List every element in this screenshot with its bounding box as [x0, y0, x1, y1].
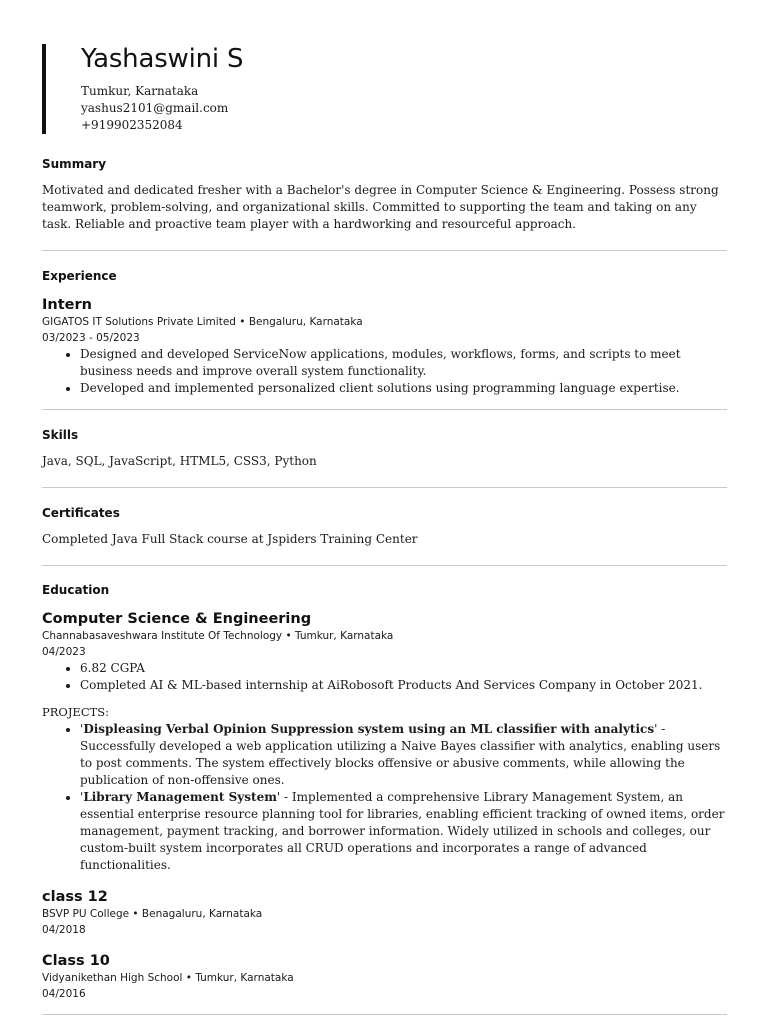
- experience-bullets: [42, 346, 727, 397]
- class10-org: Vidyanikethan High School • Tumkur, Karnataka: [42, 972, 294, 984]
- list-item: • Completed AI & ML-based internship at AiRobosoft Products And Services Company in October 2021.: [80, 677, 727, 694]
- contact-phone: +919902352084: [81, 118, 183, 132]
- experience-title: Experience: [42, 269, 117, 283]
- project-description: ' - Successfully developed a web application utilizing a Naive Bayes classifier with analytics, enabling users to post comments. The system effectively blocks offensive or abusive comments, while allowing the publication of non-offensive ones.: [80, 722, 721, 787]
- skills-title: Skills: [42, 428, 79, 442]
- degree-org: Channabasaveshwara Institute Of Technology • Tumkur, Karnataka: [42, 630, 394, 642]
- section-divider: [42, 250, 727, 251]
- class10-date: 04/2016: [42, 988, 86, 1000]
- list-item: • Designed and developed ServiceNow applications, modules, workflows, forms, and scripts to meet business needs and improve overall system functionality.: [80, 346, 727, 380]
- contact-block: [81, 83, 228, 134]
- degree-title: Computer Science & Engineering: [42, 611, 312, 627]
- class10-title: Class 10: [42, 953, 110, 969]
- projects-list: [42, 721, 727, 874]
- projects-heading: PROJECTS:: [42, 705, 110, 719]
- contact-location: Tumkur, Karnataka: [81, 84, 199, 98]
- experience-role: Intern: [42, 297, 92, 313]
- summary-text: Motivated and dedicated fresher with a Bachelor's degree in Computer Science & Engineering. Possess strong teamwork, problem-solving, and organizational skills. Committed to supporting the team and taking on any task. Reliable and proactive team player with a hardworking and resourceful approach.: [42, 183, 719, 231]
- education-section: [42, 582, 727, 1002]
- experience-dates: 03/2023 - 05/2023: [42, 332, 140, 344]
- list-item: • Developed and implemented personalized client solutions using programming language expertise.: [80, 380, 727, 397]
- education-title: Education: [42, 583, 110, 597]
- project-quote: ': [80, 790, 84, 804]
- list-item: [80, 721, 727, 789]
- class12-org: BSVP PU College • Benagaluru, Karnataka: [42, 908, 263, 920]
- project-name: Library Management System: [83, 790, 277, 804]
- section-divider: [42, 487, 727, 488]
- project-description: ' - Implemented a comprehensive Library Management System, an essential enterprise resource planning tool for libraries, enabling efficient tracking of owned items, order management, payment tracking, and borrower information. Widely utilized in schools and colleges, our custom-built system incorporates all CRUD operations and incorporates a range of advanced functionalities.: [80, 790, 725, 872]
- degree-date: 04/2023: [42, 646, 86, 658]
- section-divider: [42, 565, 727, 566]
- skills-section: [42, 427, 727, 470]
- contact-email: yashus2101@gmail.com: [81, 101, 229, 115]
- skills-text: Java, SQL, JavaScript, HTML5, CSS3, Python: [42, 454, 317, 468]
- project-quote: ': [80, 722, 84, 736]
- certificates-text: Completed Java Full Stack course at Jspiders Training Center: [42, 532, 418, 546]
- section-divider: [42, 409, 727, 410]
- resume-content: [42, 156, 727, 1015]
- certificates-section: [42, 505, 727, 548]
- list-item: [80, 789, 727, 874]
- class12-date: 04/2018: [42, 924, 86, 936]
- experience-org: GIGATOS IT Solutions Private Limited • Bengaluru, Karnataka: [42, 316, 363, 328]
- summary-section: [42, 156, 727, 233]
- summary-title: Summary: [42, 157, 107, 171]
- list-item: • 6.82 CGPA: [80, 660, 727, 677]
- class12-title: class 12: [42, 889, 108, 905]
- candidate-name: Yashaswini S: [81, 44, 244, 74]
- header-accent-bar: [42, 44, 46, 134]
- certificates-title: Certificates: [42, 506, 120, 520]
- degree-bullets: [42, 660, 727, 694]
- experience-section: [42, 268, 727, 397]
- section-divider: [42, 1014, 727, 1015]
- project-name: Displeasing Verbal Opinion Suppression system using an ML classifier with analytics: [83, 722, 655, 736]
